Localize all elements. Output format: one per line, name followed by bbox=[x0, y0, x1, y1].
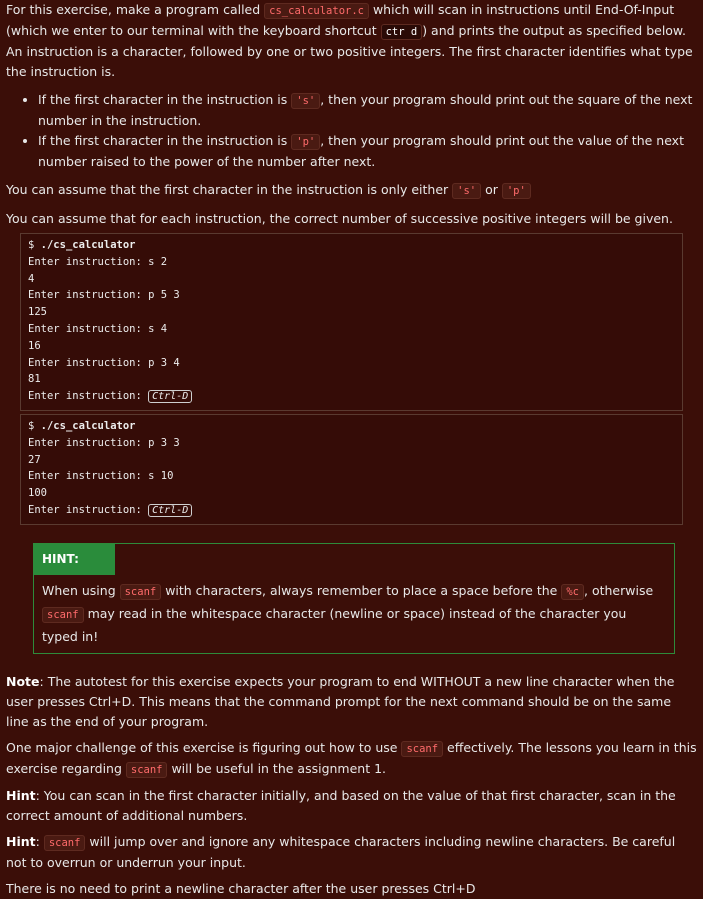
terminal-line: 100 bbox=[28, 487, 47, 500]
shortcut-code: ctr d bbox=[381, 24, 423, 40]
terminal-line: Enter instruction: p 3 4 bbox=[28, 356, 180, 369]
note-label: Note bbox=[6, 673, 40, 689]
hint-body bbox=[34, 575, 674, 653]
hint-paragraph bbox=[6, 786, 697, 826]
scanf-code: scanf bbox=[44, 835, 86, 851]
intro-text: ) and prints the output as specified below. An instruction is a character, followed by one or two positive integers. The first character identifies what type the instruction is. bbox=[6, 23, 693, 79]
hint-text: , otherwise bbox=[584, 582, 654, 598]
list-item-text: , then your program should print out the value of the next number raised to the power of the number after next. bbox=[38, 133, 684, 169]
assumption-paragraph bbox=[6, 180, 697, 201]
hint-label: Hint bbox=[6, 787, 36, 803]
char-code: 'p' bbox=[502, 183, 531, 199]
ctrl-d-key: Ctrl-D bbox=[148, 504, 192, 517]
list-item bbox=[38, 90, 697, 131]
assumption-text: or bbox=[481, 182, 502, 197]
hint-paragraph-text: will jump over and ignore any whitespace characters including newline characters. Be careful not to overrun or underrun your input. bbox=[6, 833, 676, 870]
terminal-line: 81 bbox=[28, 373, 41, 386]
challenge-text: will be useful in the assignment 1. bbox=[167, 760, 387, 776]
hint-paragraph bbox=[6, 832, 697, 873]
ctrl-d-key: Ctrl-D bbox=[148, 390, 192, 403]
terminal-text: Enter instruction: bbox=[28, 390, 149, 403]
hint-text: with characters, always remember to place a space before the bbox=[161, 582, 562, 598]
terminal-text: Enter instruction: bbox=[28, 503, 149, 516]
terminal-line: 16 bbox=[28, 339, 41, 352]
terminal-line: Enter instruction: p 3 3 bbox=[28, 436, 180, 449]
terminal-line: Enter instruction: s 10 bbox=[28, 470, 174, 483]
list-item-text: , then your program should print out the square of the next number in the instruction. bbox=[38, 92, 693, 128]
command: ./cs_calculator bbox=[40, 419, 136, 432]
terminal-command-line bbox=[28, 418, 675, 435]
char-code: 's' bbox=[291, 93, 320, 109]
terminal-line: Enter instruction: s 2 bbox=[28, 255, 168, 268]
terminal-line: Enter instruction: p 5 3 bbox=[28, 289, 180, 302]
hint-box bbox=[33, 543, 675, 654]
scanf-code: scanf bbox=[120, 584, 162, 600]
prompt: $ bbox=[28, 419, 41, 432]
hint-text: When using bbox=[42, 582, 120, 598]
final-paragraph: There is no need to print a newline character after the user presses Ctrl+D bbox=[6, 880, 476, 896]
list-item-text: If the first character in the instruction is bbox=[38, 92, 292, 107]
list-item bbox=[38, 131, 697, 172]
note-text: : The autotest for this exercise expects your program to end WITHOUT a new line character when the user presses Ctrl+D. This means that the command prompt for the next command should be on the same line as the end of your program. bbox=[6, 673, 675, 729]
hint-text: may read in the whitespace character (newline or space) instead of the character you typed in! bbox=[42, 605, 627, 644]
terminal-line bbox=[28, 502, 675, 520]
hint-title: HINT: bbox=[34, 544, 115, 575]
hint-paragraph-text: : bbox=[35, 833, 44, 849]
scanf-code: scanf bbox=[401, 741, 443, 757]
instruction-list bbox=[6, 90, 697, 172]
terminal-example-2 bbox=[20, 414, 683, 525]
char-code: 's' bbox=[452, 183, 481, 199]
hint-paragraph-text: : You can scan in the first character initially, and based on the value of that first character, scan in the correct amount of additional numbers. bbox=[6, 787, 676, 823]
assumption-text: You can assume that the first character in the instruction is only either bbox=[6, 182, 453, 197]
scanf-code: scanf bbox=[126, 762, 168, 778]
challenge-text: One major challenge of this exercise is figuring out how to use bbox=[6, 739, 402, 755]
note-paragraph bbox=[6, 672, 697, 732]
intro-text: For this exercise, make a program called bbox=[6, 2, 265, 17]
terminal-line: 4 bbox=[28, 272, 35, 285]
challenge-text: effectively. The lessons you learn in this exercise regarding bbox=[6, 739, 697, 776]
terminal-line bbox=[28, 388, 675, 406]
char-code: 'p' bbox=[291, 134, 320, 150]
scanf-code: scanf bbox=[42, 607, 84, 623]
terminal-line: Enter instruction: s 4 bbox=[28, 322, 168, 335]
list-item-text: If the first character in the instruction is bbox=[38, 133, 292, 148]
hint-label: Hint bbox=[6, 833, 36, 849]
notes-section bbox=[6, 672, 697, 899]
prompt: $ bbox=[28, 239, 41, 251]
assumption-paragraph-2: You can assume that for each instruction, the correct number of successive positive integers will be given. bbox=[6, 211, 673, 226]
format-code: %c bbox=[561, 584, 584, 600]
terminal-example-1 bbox=[20, 233, 683, 411]
challenge-paragraph bbox=[6, 738, 697, 780]
intro-text: which will scan in instructions until End-Of-Input (which we enter to our terminal with the keyboard shortcut bbox=[6, 2, 675, 38]
terminal-line: 125 bbox=[28, 306, 47, 319]
filename-code: cs_calculator.c bbox=[264, 3, 369, 19]
terminal-command-line bbox=[28, 237, 675, 254]
terminal-line: 27 bbox=[28, 453, 41, 466]
command: ./cs_calculator bbox=[40, 239, 136, 251]
intro-paragraph bbox=[6, 0, 697, 82]
